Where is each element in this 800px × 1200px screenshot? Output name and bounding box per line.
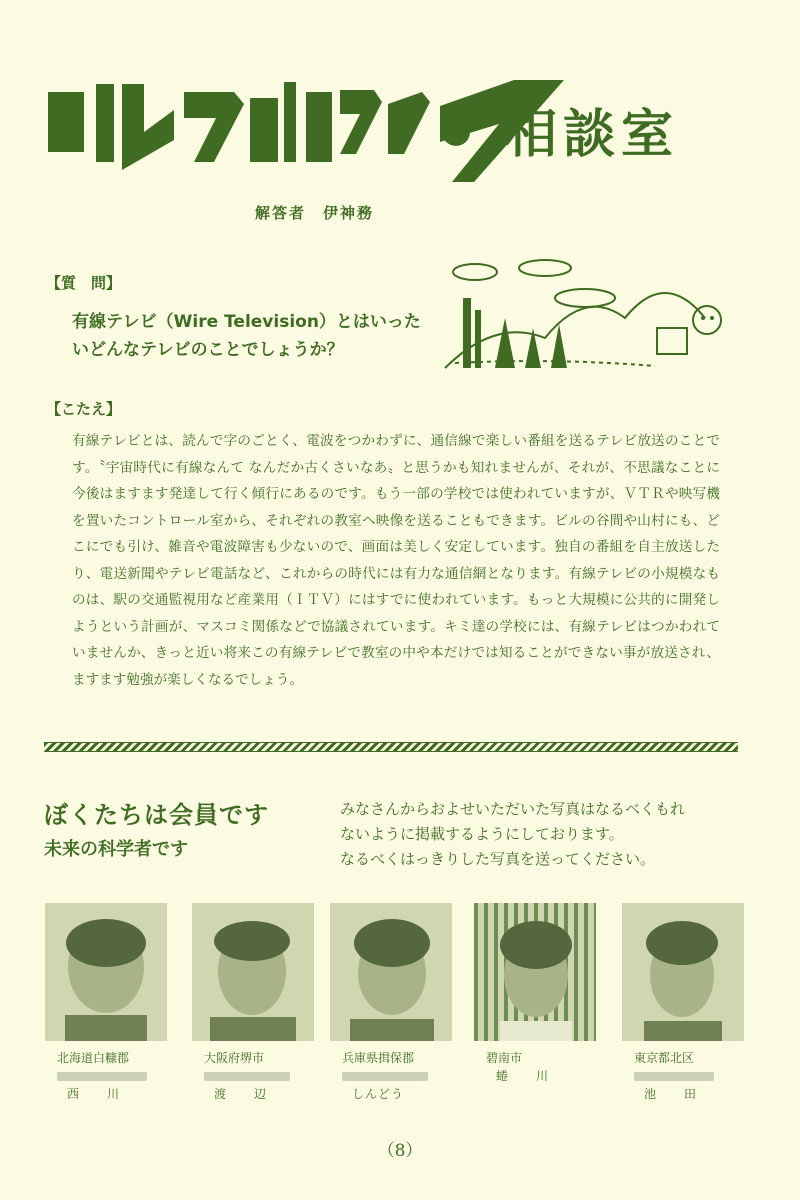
- member-photo: [330, 903, 452, 1041]
- member-photo: [45, 903, 167, 1041]
- member-caption: [204, 1049, 322, 1103]
- member-card: [45, 903, 175, 1103]
- members-note-line: ないように掲載するようにしております。: [340, 825, 624, 843]
- members-subtitle: 未来の科学者です: [44, 839, 188, 860]
- member-card: [330, 903, 460, 1103]
- members-title: ぼくたちは会員です: [44, 801, 269, 829]
- page-number: （8）: [377, 1141, 423, 1161]
- members-note-line: なるべくはっきりした写真を送ってください。: [340, 850, 656, 868]
- member-location: 兵庫県揖保郡: [342, 1051, 415, 1065]
- cable-tv-illustration: [435, 258, 735, 373]
- question-label: 【質 問】: [46, 274, 122, 292]
- answerer-credit: 解答者 伊神務: [255, 204, 375, 222]
- question-text: 有線テレビ（Wire Television）とはいったいどんなテレビのことでしょうか？: [72, 312, 421, 360]
- answer-label: 【こたえ】: [46, 400, 122, 418]
- answer-text: 有線テレビとは、読んで字のごとく、電波をつかわずに、通信線で楽しい番組を送るテレビ放送のことです。〝宇宙時代に有線なんて なんだか古くさいなあ〟と思うかも知れませんが、それが、不思議なことに今後はますます発達して行く傾行にあるのです。もう一部の学校では使われていますが、ＶＴＲや映写機を置いたコントロール室から、それぞれの教室へ映像を送ることもできます。ビルの谷間や山村にも、どこにでも引け、雑音や電波障害も少ないので、画面は美しく安定しています。独自の番組を自主放送したり、電送新聞やテレビ電話など、これからの時代には有力な通信網となります。有線テレビの小規模なものは、駅の交通監視用など産業用（ＩＴＶ）にはすでに使われています。もっと大規模に公共的に開発しようという計画が、マスコミ関係などで協議されています。キミ達の学校には、有線テレビはつかわれていませんか、きっと近い将来この有線テレビで教室の中や本だけでは知ることができない事が放送され、ますます勉強が楽しくなるでしょう。: [72, 433, 720, 688]
- member-card: [192, 903, 322, 1103]
- section-divider: [44, 742, 738, 752]
- member-card: [474, 903, 604, 1085]
- member-name: 西 川: [67, 1087, 128, 1101]
- member-name: 蜷 川: [496, 1069, 557, 1083]
- members-note: [340, 797, 750, 872]
- member-caption: [57, 1049, 175, 1103]
- member-caption: [486, 1049, 604, 1085]
- member-name: しんどう: [352, 1087, 405, 1101]
- member-photo: [622, 903, 744, 1041]
- members-note-line: みなさんからおよせいただいた写真はなるべくもれ: [340, 800, 686, 818]
- member-name: 渡 辺: [214, 1087, 275, 1101]
- member-caption: [634, 1049, 752, 1103]
- member-card: [622, 903, 752, 1103]
- member-location: 碧南市: [486, 1051, 523, 1065]
- member-location: 北海道白糠郡: [57, 1051, 130, 1065]
- title-kanji: 相談室: [505, 105, 680, 165]
- member-location: 東京都北区: [634, 1051, 695, 1065]
- member-photo: [192, 903, 314, 1041]
- member-location: 大阪府堺市: [204, 1051, 265, 1065]
- member-photo: [474, 903, 596, 1041]
- member-caption: [342, 1049, 460, 1103]
- member-name: 池 田: [644, 1087, 705, 1101]
